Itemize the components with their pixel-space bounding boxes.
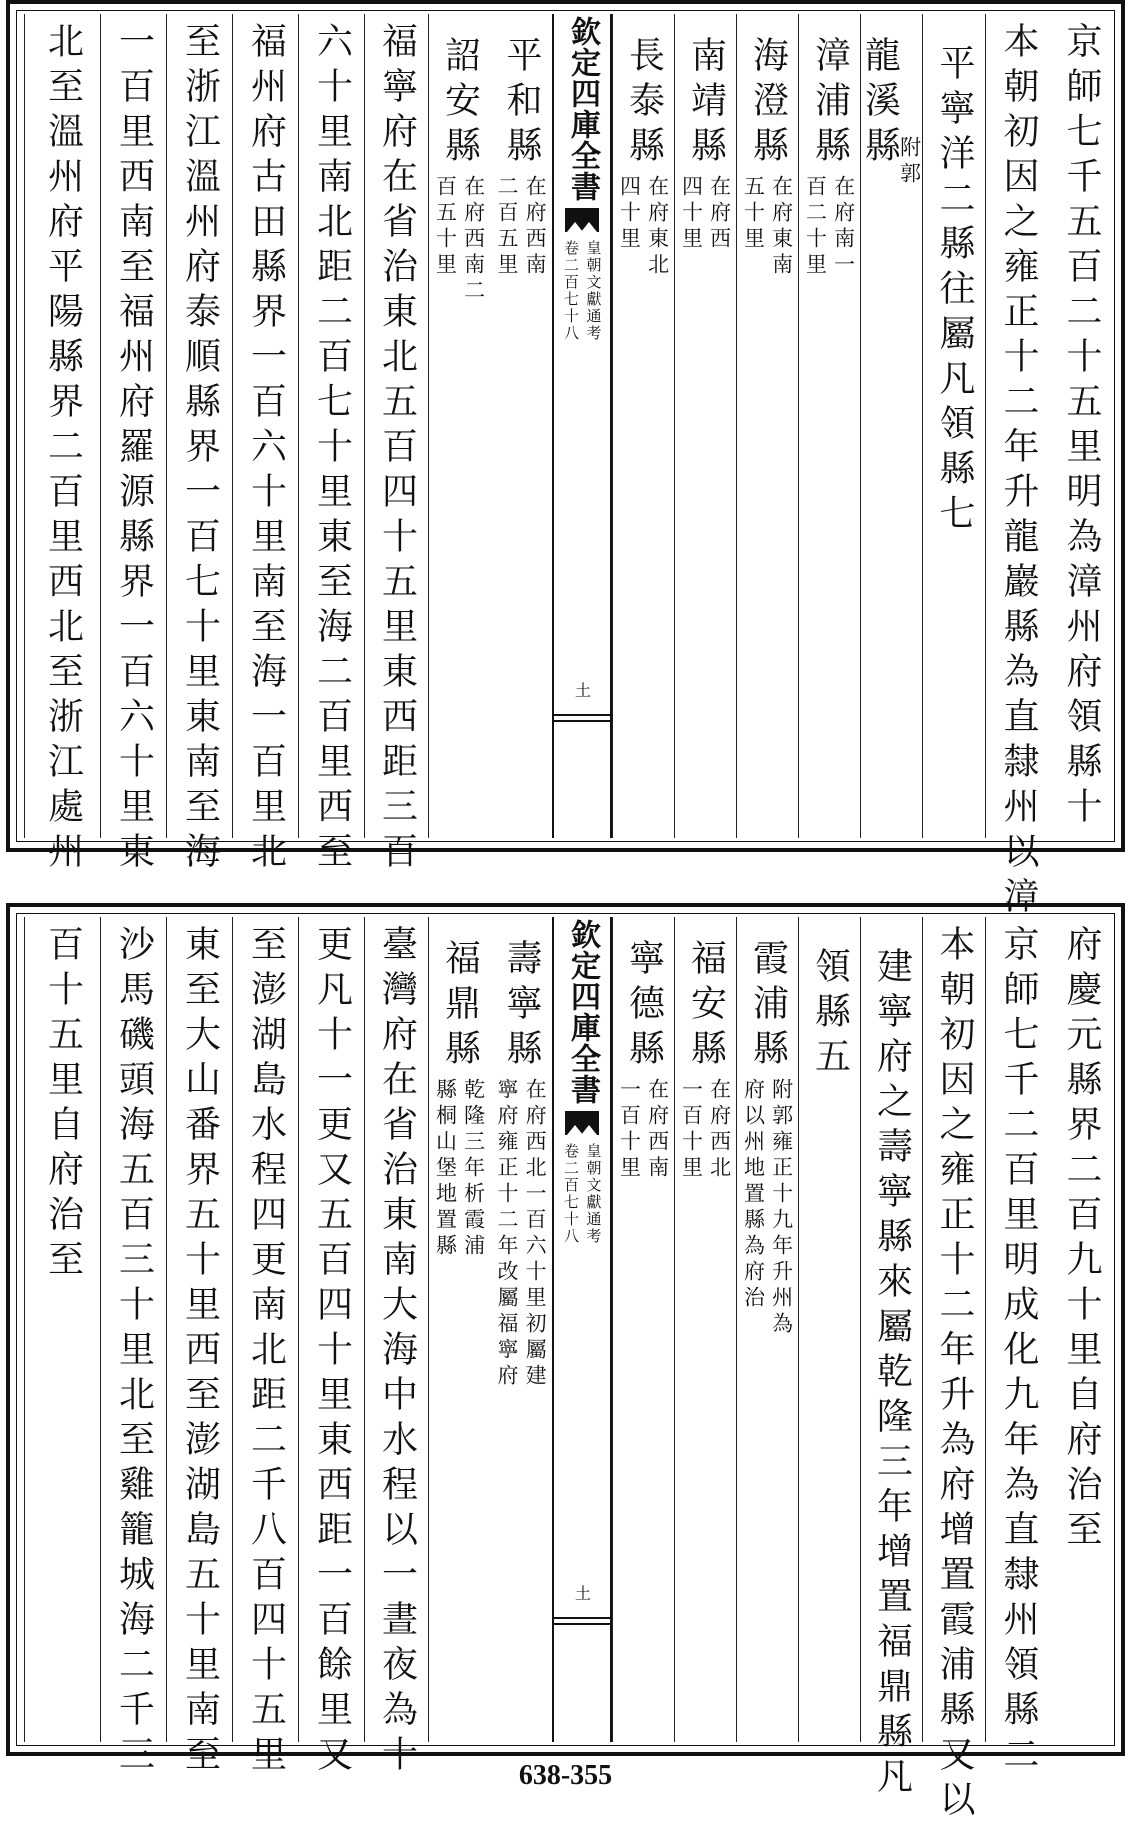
- column: [24, 14, 100, 877]
- column: [736, 14, 798, 838]
- county-name: 寧德縣: [623, 939, 665, 1074]
- fold-strip: [552, 917, 612, 1742]
- annotation: 附郭雍正十九年升州為: [769, 1078, 794, 1338]
- county-name: 詔安縣: [439, 36, 481, 171]
- book-title: 欽定四庫全書: [565, 919, 600, 1105]
- annotation: 乾隆三年析霞浦: [461, 1078, 486, 1260]
- county-name: 海澄縣: [747, 36, 789, 171]
- text-column: 至澎湖島水程四更南北距二千八百四十五里: [245, 925, 287, 1780]
- county-name: 長泰縣: [623, 36, 665, 171]
- annotation: 一百十里: [617, 1078, 642, 1182]
- folio-number: 土: [572, 682, 592, 698]
- text-column: 福寧府在省治東北五百四十五里東西距三百: [376, 22, 418, 877]
- county-name: 漳浦縣: [809, 36, 851, 171]
- column: [364, 14, 428, 877]
- text-column: 更凡十一更又五百四十里東西距一百餘里又: [311, 925, 353, 1780]
- folio-number: 土: [572, 1585, 592, 1601]
- county-name: 福鼎縣: [439, 939, 481, 1074]
- annotation: 在府西南: [645, 1078, 670, 1182]
- text-column: 百十五里自府治至: [42, 925, 84, 1285]
- column: [232, 917, 298, 1780]
- annotation: 一百十里: [679, 1078, 704, 1182]
- county-name: 南靖縣: [685, 36, 727, 171]
- text-column: 府慶元縣界二百九十里自府治至: [1061, 925, 1102, 1555]
- county-name: 平和縣: [501, 36, 542, 171]
- column: [1050, 917, 1112, 1742]
- volume-label: 卷二百七十八: [562, 240, 580, 342]
- text-column: 京師七千二百里明成化九年為直隸州領縣二: [998, 925, 1039, 1780]
- column: [985, 14, 1050, 922]
- fishtail-mark: [565, 1111, 599, 1135]
- column: [24, 917, 100, 1742]
- column: [922, 917, 985, 1825]
- strip-rule: [554, 1617, 610, 1619]
- strip-rule: [554, 720, 610, 722]
- column: [428, 917, 490, 1742]
- text-column: 沙馬磯頭海五百三十里北至雞籠城海二千三: [113, 925, 155, 1780]
- strip-rule: [554, 714, 610, 716]
- text-column: 福州府古田縣界一百六十里南至海一百里北: [245, 22, 287, 877]
- top-page-panel: [6, 0, 1125, 922]
- annotation: 附郭: [897, 136, 922, 188]
- column: [798, 917, 860, 1742]
- column: [860, 917, 922, 1802]
- annotation: 寧府雍正十二年改屬福寧府: [495, 1078, 519, 1390]
- text-column: 六十里南北距二百七十里東至海二百里西至: [311, 22, 353, 877]
- book-subtitle: 皇朝文獻通考: [584, 1143, 603, 1245]
- column: [674, 917, 736, 1742]
- page-number: 638-355: [518, 1760, 613, 1791]
- text-column: 臺灣府在省治東南大海中水程以一晝夜為十: [376, 925, 418, 1780]
- strip-rule: [554, 1623, 610, 1625]
- annotation: 五十里: [741, 175, 766, 253]
- column: [674, 14, 736, 838]
- column: [736, 917, 798, 1742]
- column: [166, 917, 232, 1780]
- county-name: 壽寧縣: [501, 939, 542, 1074]
- annotation: 在府西: [707, 175, 732, 253]
- column: [860, 14, 922, 838]
- annotation: 在府南一: [831, 175, 856, 279]
- column: [612, 14, 674, 838]
- annotation: 縣桐山堡地置縣: [433, 1078, 458, 1260]
- annotation: 府以州地置縣為府治: [741, 1078, 766, 1312]
- annotation: 在府西北一百六十里初屬建: [523, 1078, 548, 1390]
- column: [100, 14, 166, 877]
- text-column: 東至大山番界五十里西至澎湖島五十里南至: [179, 925, 221, 1780]
- book-title: 欽定四庫全書: [565, 16, 600, 202]
- fishtail-mark: [565, 208, 599, 232]
- column: [490, 917, 552, 1742]
- text-column: 建寧府之壽寧縣來屬乾隆三年增置福鼎縣凡: [871, 947, 913, 1802]
- column: [100, 917, 166, 1780]
- column: [985, 917, 1050, 1780]
- text-column: 京師七千五百二十五里明為漳州府領縣十: [1061, 22, 1102, 832]
- annotation: 在府西南: [523, 175, 548, 279]
- annotation: 百五十里: [433, 175, 458, 279]
- annotation: 在府東南: [769, 175, 794, 279]
- annotation: 四十里: [617, 175, 642, 253]
- column: [922, 14, 985, 838]
- text-column: 本朝初因之雍正十二年升為府增置霞浦縣又以: [934, 925, 975, 1825]
- text-column: 至浙江溫州府泰順縣界一百七十里東南至海: [179, 22, 221, 877]
- annotation: 百二十里: [803, 175, 828, 279]
- annotation: 在府東北: [645, 175, 670, 279]
- county-name: 霞浦縣: [747, 939, 789, 1074]
- column: [612, 917, 674, 1742]
- text-column: 平寧洋二縣往屬凡領縣七: [934, 44, 975, 539]
- column: [298, 14, 364, 877]
- annotation: 四十里: [679, 175, 704, 253]
- column: [490, 14, 552, 838]
- column: [428, 14, 490, 838]
- annotation: 在府西北: [707, 1078, 732, 1182]
- text-column: 一百里西南至福州府羅源縣界一百六十里東: [113, 22, 155, 877]
- volume-label: 卷二百七十八: [562, 1143, 580, 1245]
- column: [166, 14, 232, 877]
- annotation: 在府西南二: [461, 175, 486, 305]
- county-name: 福安縣: [685, 939, 727, 1074]
- column: [364, 917, 428, 1780]
- fold-strip: [552, 14, 612, 838]
- column: [298, 917, 364, 1780]
- column: [232, 14, 298, 877]
- text-column: 本朝初因之雍正十二年升龍巖縣為直隸州以漳: [998, 22, 1039, 922]
- column: [798, 14, 860, 838]
- text-column: 領縣五: [809, 947, 851, 1082]
- book-subtitle: 皇朝文獻通考: [584, 240, 603, 342]
- county-name: 龍溪縣: [859, 36, 901, 171]
- text-column: 北至溫州府平陽縣界二百里西北至浙江處州: [42, 22, 84, 877]
- annotation: 二百五里: [495, 175, 519, 279]
- column: [1050, 14, 1112, 838]
